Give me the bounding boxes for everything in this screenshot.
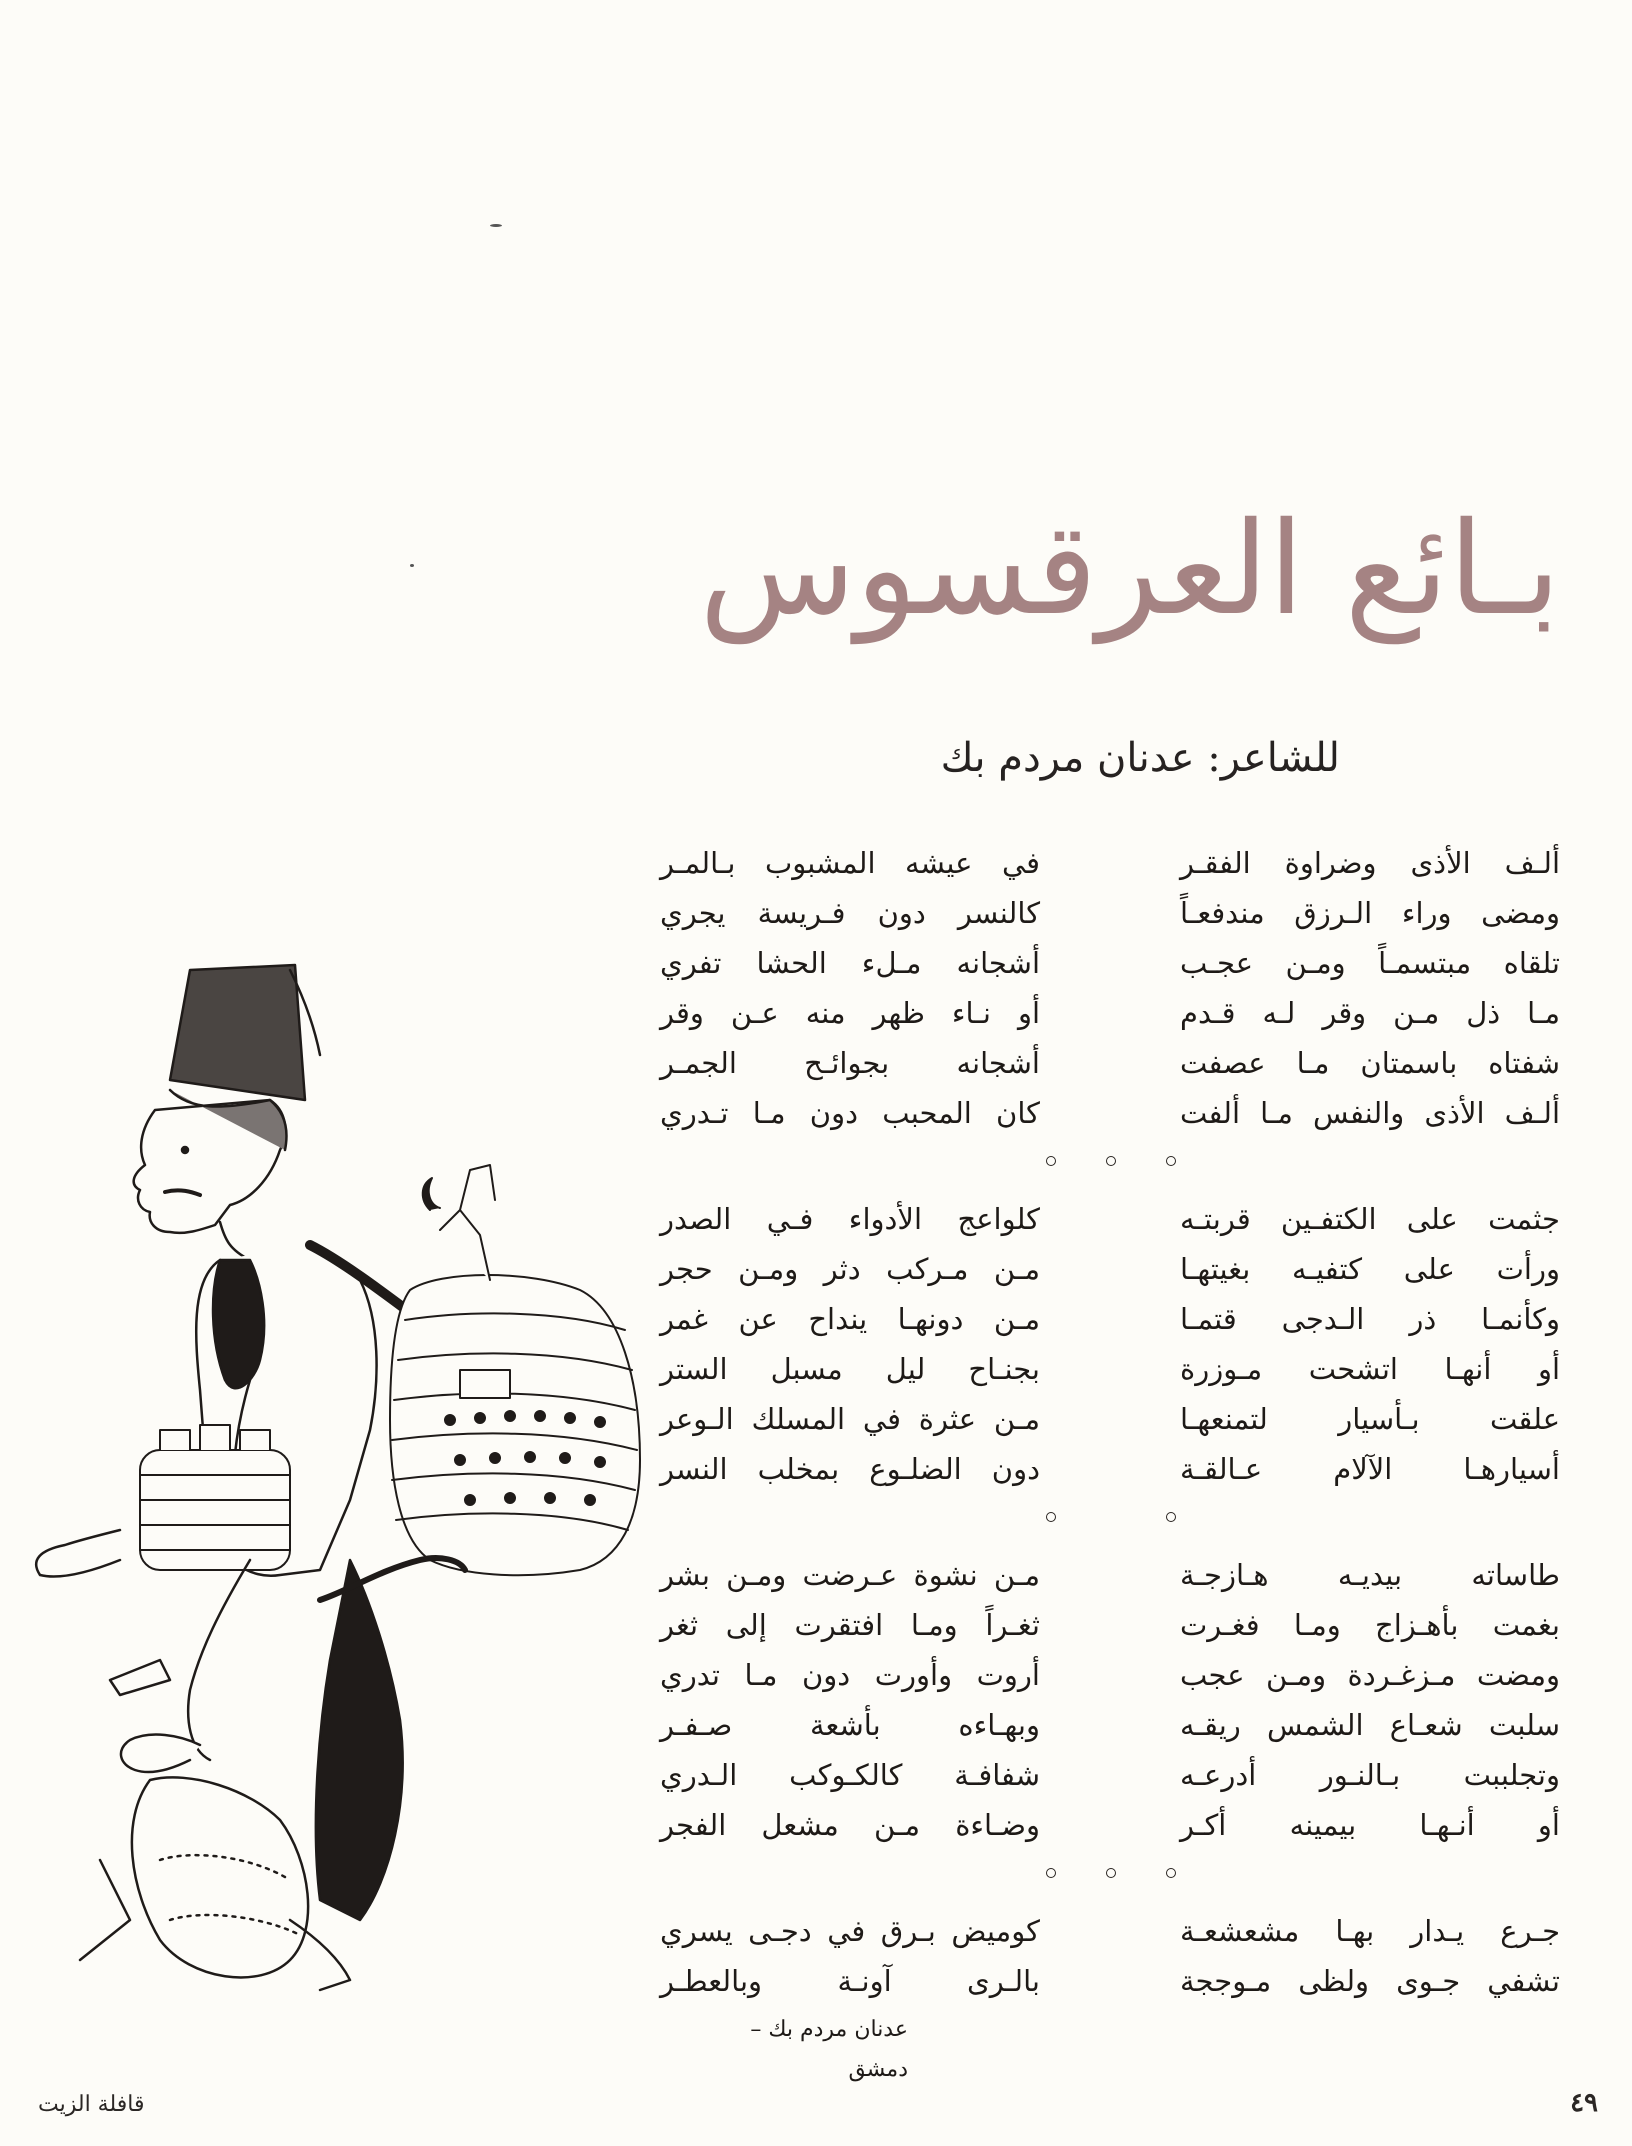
verse-line xyxy=(660,1394,1560,1444)
verse-first-half: أو أنهـا اتشحت مـوزرة xyxy=(1180,1352,1560,1386)
verse-line xyxy=(660,1344,1560,1394)
separator-dot xyxy=(1046,1868,1056,1878)
verse-line xyxy=(660,1906,1560,1956)
stanza-separator xyxy=(660,1494,1560,1550)
verse-second-half: دون الضلـوع بمخلب النسر xyxy=(660,1452,1040,1486)
verse-line xyxy=(660,1294,1560,1344)
verse-second-half: وبهـاءه بأشعة صـفـر xyxy=(660,1708,1040,1742)
verse-first-half: جثمت على الكتفـين قربتـه xyxy=(1180,1202,1560,1236)
verse-second-half: كالنسر دون فـريسة يجري xyxy=(660,896,1040,930)
verse-second-half: أشجانه بجوائـح الجمـر xyxy=(660,1046,1040,1080)
stanza xyxy=(660,1906,1560,2006)
verse-first-half: ومضت مـزغـردة ومـن عجب xyxy=(1180,1658,1560,1692)
poet-byline: للشاعر: عدنان مردم بك xyxy=(940,735,1340,781)
magazine-name: قافلة الزيت xyxy=(38,2092,145,2117)
verse-first-half: وتجلببت بـالنـور أدرعـه xyxy=(1180,1758,1560,1792)
verse-second-half: مـن عثرة في المسلك الـوعر xyxy=(660,1402,1040,1436)
separator-dot xyxy=(1166,1156,1176,1166)
separator-dot xyxy=(1046,1512,1056,1522)
verse-first-half: جـرع يـدار بهـا مشعشعـة xyxy=(1180,1914,1560,1948)
verse-second-half: شفافـة كالكـوكب الـدري xyxy=(660,1758,1040,1792)
page-number: ٤٩ xyxy=(1570,2088,1598,2118)
verse-first-half: ألـف الأذى وضراوة الفقـر xyxy=(1180,846,1560,880)
verse-first-half: سلبت شعـاع الشمس ريقـه xyxy=(1180,1708,1560,1742)
verse-first-half: شفتاه باسمتان مـا عصفت xyxy=(1180,1046,1560,1080)
stanza xyxy=(660,1550,1560,1850)
separator-dot xyxy=(1166,1868,1176,1878)
verse-line xyxy=(660,1750,1560,1800)
poem-body xyxy=(660,838,1560,2006)
ink-speck xyxy=(410,564,414,567)
verse-line xyxy=(660,1600,1560,1650)
verse-second-half: أو نـاء ظهر منه عـن وقر xyxy=(660,996,1040,1030)
verse-second-half: ثغـراً ومـا افتقرت إلى ثغر xyxy=(660,1608,1040,1642)
verse-second-half: وضـاءة مـن مشعل الفجر xyxy=(660,1808,1040,1842)
separator-dot xyxy=(1106,1156,1116,1166)
verse-line xyxy=(660,1550,1560,1600)
verse-line xyxy=(660,1244,1560,1294)
verse-second-half: كان المحبب دون مـا تـدري xyxy=(660,1096,1040,1130)
verse-line xyxy=(660,1650,1560,1700)
verse-line xyxy=(660,888,1560,938)
verse-line xyxy=(660,988,1560,1038)
verse-first-half: ورأت على كتفيـه بغيتهـا xyxy=(1180,1252,1560,1286)
verse-line xyxy=(660,1956,1560,2006)
stanza xyxy=(660,838,1560,1138)
verse-line xyxy=(660,1800,1560,1850)
separator-dot xyxy=(1106,1868,1116,1878)
verse-first-half: وكأنمـا ذر الـدجى قتمـا xyxy=(1180,1302,1560,1336)
verse-second-half: كلواعج الأدواء فـي الصدر xyxy=(660,1202,1040,1236)
verse-second-half: مـن نشوة عـرضت ومـن بشر xyxy=(660,1558,1040,1592)
verse-first-half: بغمت بأهـزاج ومـا فغـرت xyxy=(1180,1608,1560,1642)
verse-second-half: بجنـاح ليل مسبل الستر xyxy=(660,1352,1040,1386)
verse-first-half: تلقاه مبتسمـاً ومـن عجـب xyxy=(1180,946,1560,980)
poem-title: بـائع العرقسوس xyxy=(699,495,1561,644)
verse-line xyxy=(660,1088,1560,1138)
verse-second-half: في عيشه المشبوب بـالمـر xyxy=(660,846,1040,880)
verse-line xyxy=(660,1038,1560,1088)
verse-second-half: مـن دونهـا ينداح عن غمر xyxy=(660,1302,1040,1336)
verse-second-half: أروت وأورت دون مـا تدري xyxy=(660,1658,1040,1692)
stanza-separator xyxy=(660,1138,1560,1194)
verse-first-half: أو أنـهـا بيمينه أكـر xyxy=(1180,1808,1560,1842)
verse-first-half: أسيارهـا الآلام عـالقـة xyxy=(1180,1452,1560,1486)
verse-second-half: مـن مـركب دثر ومـن حجر xyxy=(660,1252,1040,1286)
verse-second-half: كوميض بـرق في دجـى يسري xyxy=(660,1914,1040,1948)
verse-line xyxy=(660,1444,1560,1494)
verse-second-half: بالـرى آونـة وبالعطـر xyxy=(660,1964,1040,1998)
verse-line xyxy=(660,1194,1560,1244)
stanza xyxy=(660,1194,1560,1494)
verse-first-half: مـا ذل مـن وقر لـه قـدم xyxy=(1180,996,1560,1030)
verse-first-half: طاساته بيديـه هـازجـة xyxy=(1180,1558,1560,1592)
verse-second-half: أشجانه مـلء الحشا تفري xyxy=(660,946,1040,980)
verse-first-half: تشفي جـوى ولظى مـوججة xyxy=(1180,1964,1560,1998)
separator-dot xyxy=(1166,1512,1176,1522)
ink-speck xyxy=(490,224,502,227)
separator-dot xyxy=(1046,1156,1056,1166)
verse-line xyxy=(660,1700,1560,1750)
verse-first-half: ألـف الأذى والنفس مـا ألفت xyxy=(1180,1096,1560,1130)
verse-first-half: علقت بـأسيار لتمنعهـا xyxy=(1180,1402,1560,1436)
poem-signature: عدنان مردم بك – دمشق xyxy=(750,2017,908,2082)
stanza-separator xyxy=(660,1850,1560,1906)
verse-line xyxy=(660,838,1560,888)
verse-first-half: ومضى وراء الـرزق مندفعـاً xyxy=(1180,896,1560,930)
verse-line xyxy=(660,938,1560,988)
licorice-seller-illustration xyxy=(20,960,660,2020)
